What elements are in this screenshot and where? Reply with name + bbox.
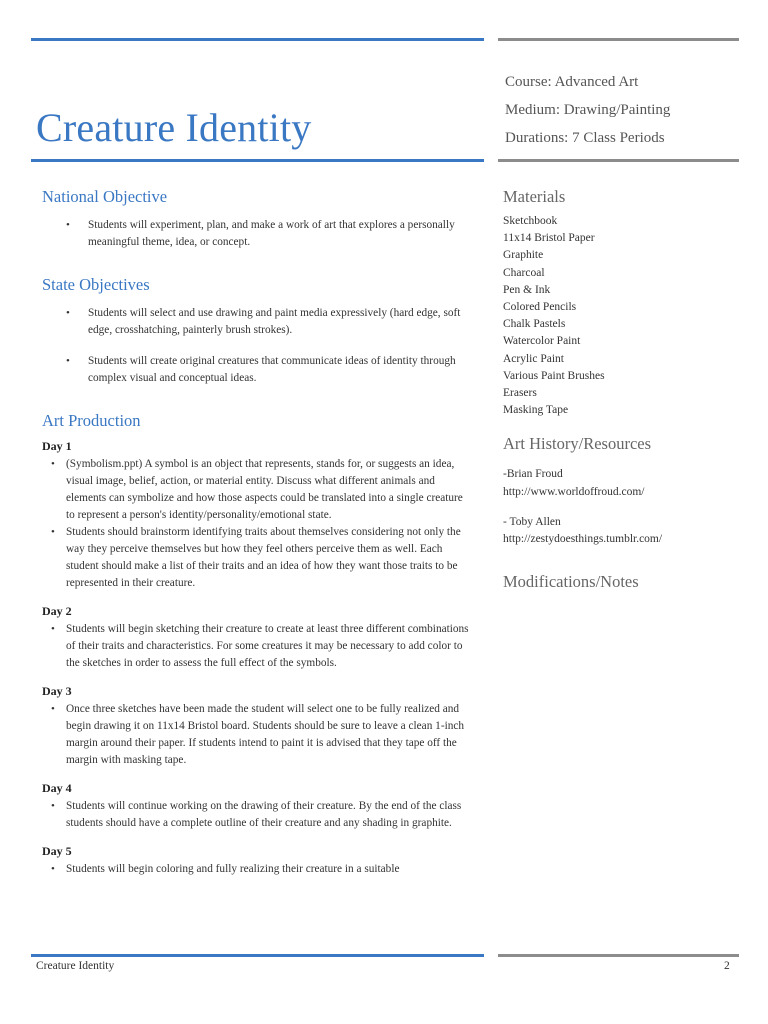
materials-list [503, 213, 743, 419]
bullet-icon: • [51, 458, 55, 470]
list-item: • Students should brainstorm identifying traits about themselves considering not only the way they perceive themselves but how they feel others perceive them as well. Each student should make a list of their traits and an idea of how they want those traits to be represented in their creature. [51, 526, 461, 589]
bullet-icon: • [51, 623, 55, 635]
duration-label: Durations: 7 Class Periods [505, 130, 665, 146]
list-item: Watercolor Paint [503, 335, 581, 348]
list-item: Sketchbook [503, 215, 558, 227]
medium-label: Medium: Drawing/Painting [505, 102, 671, 118]
course-label: Course: Advanced Art [505, 74, 639, 90]
modifications-notes-heading: Modifications/Notes [503, 572, 639, 592]
resources-list [503, 466, 743, 548]
list-item: Colored Pencils [503, 301, 577, 314]
resources-heading: Art History/Resources [503, 434, 652, 454]
day-3-label: Day 3 [42, 684, 72, 698]
bullet-icon: • [51, 863, 55, 875]
bullet-icon: • [51, 800, 55, 812]
bullet-icon: • [51, 703, 55, 715]
main-column [42, 187, 472, 878]
resource-link[interactable]: http://zestydoesthings.tumblr.com/ [503, 533, 663, 546]
list-item: Graphite [503, 249, 544, 262]
bullet-icon: • [66, 355, 70, 367]
bullet-icon: • [51, 526, 55, 538]
national-objective-heading: National Objective [42, 187, 168, 206]
day-1-list [42, 456, 472, 592]
list-item: Various Paint Brushes [503, 369, 605, 382]
meta-bottom-gray-rule [498, 159, 739, 162]
state-objectives-list [42, 305, 472, 387]
page-title: Creature Identity [36, 105, 312, 150]
day-5-label: Day 5 [42, 844, 72, 858]
day-4-list [42, 798, 472, 832]
list-item: Charcoal [503, 266, 545, 279]
footer-blue-rule [31, 954, 484, 957]
day-4-label: Day 4 [42, 781, 72, 795]
day-5-list [42, 861, 472, 878]
page-number: 2 [724, 960, 730, 972]
resource-link[interactable]: http://www.worldoffroud.com/ [503, 485, 645, 498]
list-item: • Students will experiment, plan, and make a work of art that explores a personally meaningful theme, idea, or concept. [66, 219, 455, 248]
day-2-label: Day 2 [42, 604, 72, 618]
bullet-icon: • [66, 219, 70, 231]
list-item: Pen & Ink [503, 283, 551, 296]
sidebar [503, 187, 743, 592]
header-top-gray-rule [498, 38, 739, 41]
national-objective-list [42, 217, 472, 251]
list-item: • Once three sketches have been made the student will select one to be fully realized and begin drawing it on 11x14 Bristol board. Students should be sure to leave a clean 1-inch margin around their paper. If students intend to paint it is advised that they tape off the margin with masking tape. [51, 703, 465, 766]
list-item: • Students will create original creatures that communicate ideas of identity through complex visual and conceptual ideas. [66, 355, 456, 384]
list-item: • Students will continue working on the drawing of their creature. By the end of the class students should have a complete outline of their creature and any shading in graphite. [51, 800, 462, 829]
day-2-list [42, 621, 472, 672]
header-top-blue-rule [31, 38, 484, 41]
footer-gray-rule [498, 954, 739, 957]
list-item: • Students will select and use drawing and paint media expressively (hard edge, soft edge, crosshatching, painterly brush strokes). [66, 307, 461, 336]
list-item: • Students will begin sketching their creature to create at least three different combinations of their traits and characteristics. For some creatures it may be necessary to add color to the sketches in order to assess the full effect of the symbols. [51, 623, 469, 669]
list-item: Masking Tape [503, 404, 569, 417]
art-production-heading: Art Production [42, 411, 141, 430]
list-item: Chalk Pastels [503, 318, 566, 331]
state-objectives-heading: State Objectives [42, 275, 150, 294]
resource-name: - Toby Allen [503, 515, 561, 528]
footer-title: Creature Identity [36, 960, 115, 972]
list-item: Acrylic Paint [503, 352, 564, 365]
day-1-label: Day 1 [42, 439, 72, 453]
list-item: 11x14 Bristol Paper [503, 232, 595, 245]
materials-heading: Materials [503, 187, 566, 206]
list-item: Erasers [503, 387, 537, 400]
list-item: • (Symbolism.ppt) A symbol is an object that represents, stands for, or suggests an idea, visual image, belief, action, or material entity. Discuss what different animals and elements can symbolize and how those aspects could be translated into a single creature to represent a person's identity/personality/emotional state. [51, 458, 463, 521]
resource-name: -Brian Froud [503, 468, 563, 481]
bullet-icon: • [66, 307, 70, 319]
title-underline-rule [31, 159, 484, 162]
list-item: • Students will begin coloring and fully realizing their creature in a suitable [66, 861, 472, 878]
day-3-list [42, 701, 472, 769]
